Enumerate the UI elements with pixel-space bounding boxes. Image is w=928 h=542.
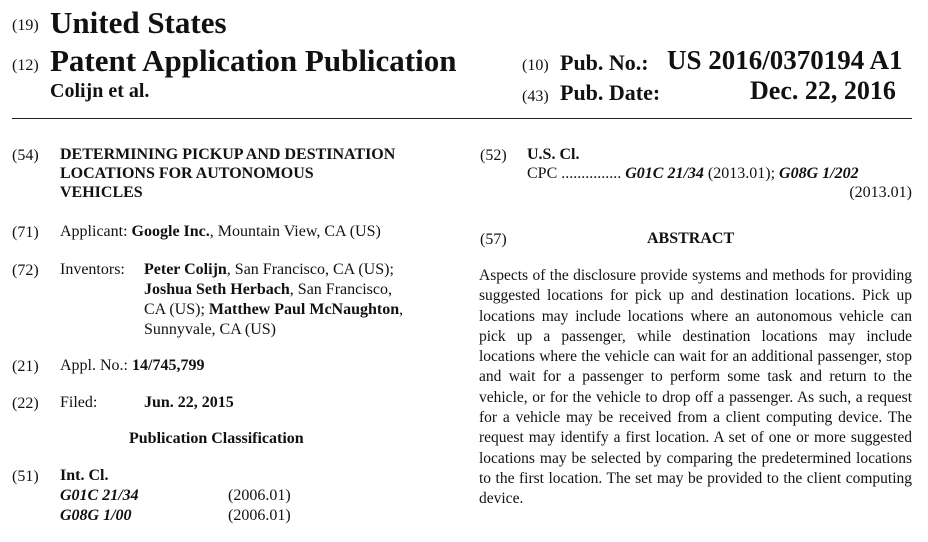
applicant-name: Google Inc.: [131, 223, 210, 240]
applicant-label: Applicant:: [60, 223, 128, 240]
pub-date-value: Dec. 22, 2016: [750, 76, 896, 105]
us-cl-label: U.S. Cl.: [527, 146, 580, 163]
appl-no-row: [60, 357, 204, 375]
header-divider: [12, 118, 912, 119]
cpc-line: [527, 165, 859, 183]
inventor-2-location-cont: CA (US);: [144, 301, 209, 318]
inid-code-72: (72): [12, 262, 39, 279]
appl-no-value: 14/745,799: [132, 357, 205, 374]
inventors-line-2: [144, 281, 392, 299]
inid-code-71: (71): [12, 224, 39, 241]
abstract-text: Aspects of the disclosure provide systems and methods for providing suggested locations for pick up and destination locations. Pick up locations may include locations where an autonomous vehicle can pick up a passenger, while destination locations may include locations where the vehicle can wait for an additional passenger, stop and wait for a passenger to perform some task and return to the vehicle, or for the vehicle to drop off a passenger. As such, a request for a vehicle may be received from a client computing device. The request may identify a first location. A set of one or more suggested locations may be selected by comparing the predetermined locations to the first location. The set may be provided to the client computing device.: [479, 267, 912, 508]
inventors-line-1: [144, 261, 394, 279]
int-cl-class-2: G08G 1/00: [60, 507, 132, 524]
pub-no-label: Pub. No.:: [560, 50, 649, 75]
inventor-2-name: Joshua Seth Herbach: [144, 281, 290, 298]
inid-code-54: (54): [12, 147, 39, 164]
inventor-3-punct: ,: [399, 301, 404, 318]
filed-label: Filed:: [60, 394, 98, 411]
inventor-2-location: , San Francisco,: [289, 281, 392, 298]
document-type-title: Patent Application Publication: [50, 43, 457, 78]
authors: Colijn et al.: [50, 80, 150, 102]
inventor-3-location: Sunnyvale, CA (US): [144, 321, 276, 338]
inid-code-57: (57): [480, 231, 507, 248]
cpc-class-1: G01C 21/34: [625, 165, 704, 182]
inid-code-10: (10): [522, 57, 549, 74]
appl-no-label: Appl. No.:: [60, 357, 128, 374]
abstract-heading: ABSTRACT: [647, 230, 735, 247]
cpc-year-1: (2013.01);: [707, 165, 776, 182]
publication-classification-heading: Publication Classification: [129, 430, 304, 447]
cpc-dots: ...............: [561, 165, 622, 182]
cpc-class-2: G08G 1/202: [779, 165, 859, 182]
int-cl-year-2: (2006.01): [228, 507, 291, 524]
int-cl-label: Int. Cl.: [60, 467, 109, 484]
pub-no-value: US 2016/0370194 A1: [667, 45, 903, 75]
title-line-1: DETERMINING PICKUP AND DESTINATION: [60, 146, 396, 163]
inid-code-51: (51): [12, 468, 39, 485]
inid-code-22: (22): [12, 395, 39, 412]
inventor-1-location: , San Francisco, CA (US);: [226, 261, 394, 278]
applicant-row: [60, 223, 381, 241]
inventors-label: Inventors:: [60, 261, 125, 278]
inid-code-43: (43): [522, 88, 549, 105]
applicant-location: , Mountain View, CA (US): [209, 223, 381, 240]
title-line-2: LOCATIONS FOR AUTONOMOUS: [60, 165, 314, 182]
country-title: United States: [50, 5, 227, 40]
inventor-3-name: Matthew Paul McNaughton: [208, 301, 400, 318]
inventor-1-name: Peter Colijn: [144, 261, 227, 278]
inid-code-52: (52): [480, 147, 507, 164]
inventors-line-3: [144, 301, 403, 319]
cpc-label: CPC: [527, 165, 558, 182]
int-cl-class-1: G01C 21/34: [60, 487, 139, 504]
cpc-year-2: (2013.01): [849, 184, 912, 201]
inid-code-12: (12): [12, 57, 39, 74]
inid-code-21: (21): [12, 358, 39, 375]
pub-date-label: Pub. Date:: [560, 80, 661, 105]
filed-value: Jun. 22, 2015: [144, 394, 234, 411]
title-line-3: VEHICLES: [60, 184, 143, 201]
inid-code-19: (19): [12, 17, 39, 34]
int-cl-year-1: (2006.01): [228, 487, 291, 504]
